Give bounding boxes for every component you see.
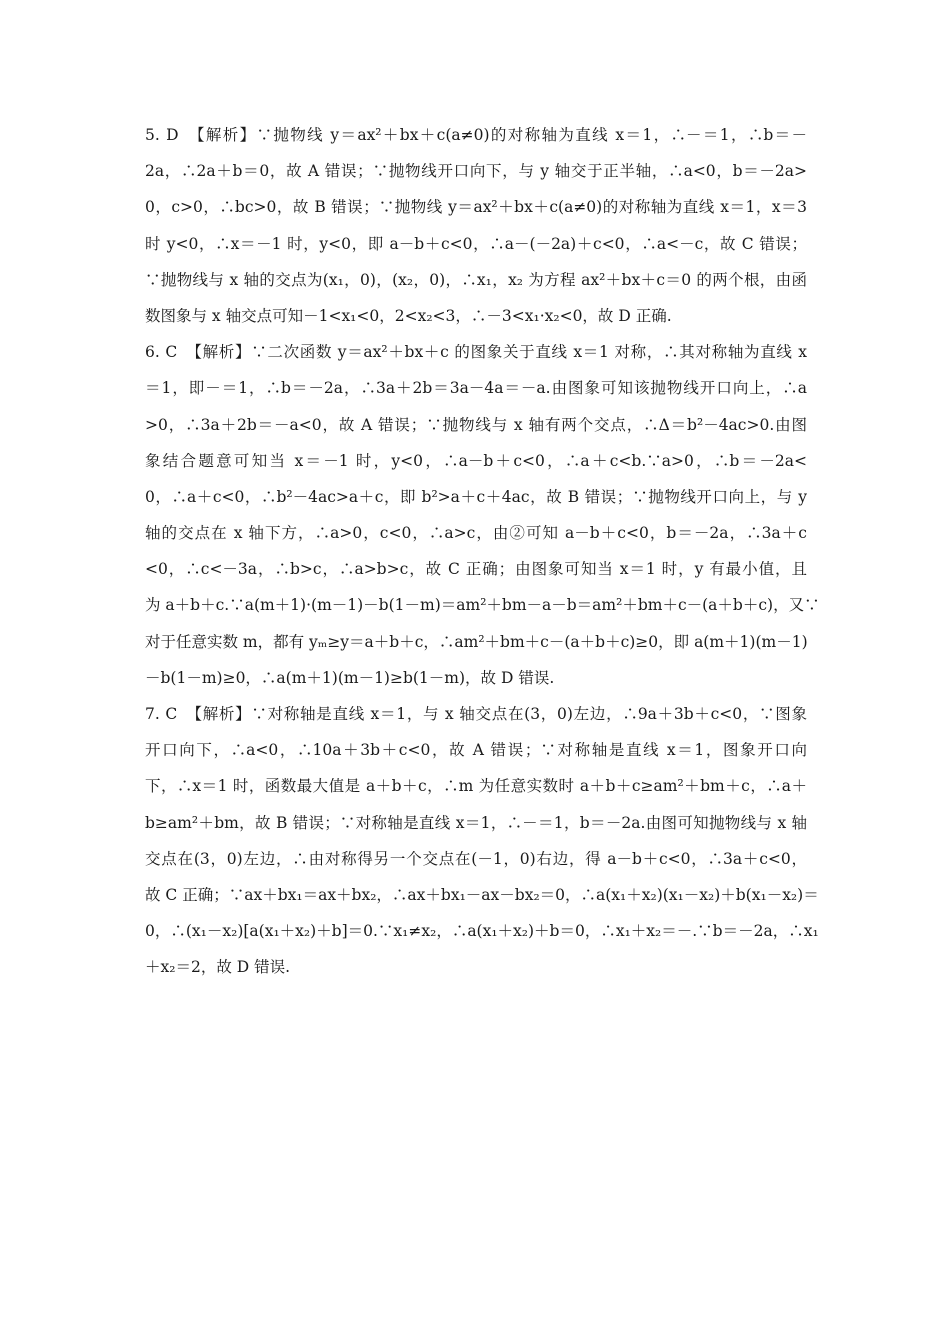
text-line: 对于任意实数 m，都有 yₘ≥y＝a＋b＋c，∴am²＋bm＋c－(a＋b＋c)≥0，即 a(m＋1)(m－1) (145, 632, 808, 651)
text-line: 为 a＋b＋c.∵a(m＋1)·(m－1)－b(1－m)＝am²＋bm－a－b＝am²＋bm＋c－(a＋b＋c)，又∵ (145, 596, 820, 615)
text-line: 数图象与 x 轴交点可知－1<x₁<0，2<x₂<3，∴－3<x₁·x₂<0，故 D 正确. (145, 306, 672, 325)
text-line: b≥am²＋bm，故 B 错误；∵对称轴是直线 x＝1，∴－＝1，b＝－2a.由图可知抛物线与 x 轴 (145, 813, 807, 832)
text-line: 轴的交点在 x 轴下方，∴a>0，c<0，∴a>c，由②可知 a－b＋c<0，b＝－2a，∴3a＋c (145, 524, 807, 543)
text-line: 7. C 【解析】∵对称轴是直线 x＝1，与 x 轴交点在(3，0)左边，∴9a＋3b＋c<0，∵图象 (145, 705, 807, 723)
text-line: <0，∴c<－3a，∴b>c，∴a>b>c，故 C 正确；由图象可知当 x＝1 时，y 有最小值，且 (145, 560, 807, 579)
text-line: ∵抛物线与 x 轴的交点为(x₁，0)，(x₂，0)，∴x₁，x₂ 为方程 ax²＋bx＋c＝0 的两个根，由函 (145, 270, 807, 289)
text-line: 开口向下，∴a<0，∴10a＋3b＋c<0，故 A 错误；∵对称轴是直线 x＝1，图象开口向 (145, 741, 807, 760)
text-line: 象结合题意可知当 x＝－1 时，y<0，∴a－b＋c<0，∴a＋c<b.∵a>0，∴b＝－2a< (145, 451, 807, 470)
solution-item-6 (145, 339, 820, 701)
text-line: 0，∴a＋c<0，∴b²－4ac>a＋c，即 b²>a＋c＋4ac，故 B 错误；∵抛物线开口向上，与 y (145, 487, 807, 506)
solution-item-7 (145, 701, 819, 991)
text-line: ＝1，即－＝1，∴b＝－2a，∴3a＋2b＝3a－4a＝－a.由图象可知该抛物线开口向上，∴a (145, 379, 807, 398)
text-line: >0，∴3a＋2b＝－a<0，故 A 错误；∵抛物线与 x 轴有两个交点，∴Δ＝b²－4ac>0.由图 (145, 415, 807, 434)
text-line: 5. D 【解析】∵抛物线 y＝ax²＋bx＋c(a≠0)的对称轴为直线 x＝1，∴－＝1，∴b＝－ (145, 126, 807, 144)
text-line: －b(1－m)≥0，∴a(m＋1)(m－1)≥b(1－m)，故 D 错误. (145, 668, 555, 687)
text-line: 下，∴x＝1 时，函数最大值是 a＋b＋c，∴m 为任意实数时 a＋b＋c≥am²＋bm＋c，∴a＋ (145, 777, 807, 796)
document-page (145, 122, 820, 991)
text-line: 交点在(3，0)左边，∴由对称得另一个交点在(－1，0)右边，得 a－b＋c<0，∴3a＋c<0， (145, 849, 807, 868)
text-line: ＋x₂＝2，故 D 错误. (145, 958, 291, 977)
text-line: 6. C 【解析】∵二次函数 y＝ax²＋bx＋c 的图象关于直线 x＝1 对称，∴其对称轴为直线 x (145, 343, 807, 362)
text-line: 2a，∴2a＋b＝0，故 A 错误；∵抛物线开口向下，与 y 轴交于正半轴，∴a<0，b＝－2a> (145, 162, 807, 181)
text-line: 0，c>0，∴bc>0，故 B 错误；∵抛物线 y＝ax²＋bx＋c(a≠0)的对称轴为直线 x＝1，x＝3 (145, 198, 807, 217)
text-line: 0，∴(x₁－x₂)[a(x₁＋x₂)＋b]＝0.∵x₁≠x₂，∴a(x₁＋x₂)＋b＝0，∴x₁＋x₂＝－.∵b＝－2a，∴x₁ (145, 922, 819, 941)
text-line: 时 y<0，∴x＝－1 时，y<0，即 a－b＋c<0，∴a－(－2a)＋c<0，∴a<－c，故 C 错误； (145, 234, 807, 253)
text-line: 故 C 正确；∵ax＋bx₁＝ax＋bx₂，∴ax＋bx₁－ax－bx₂＝0，∴a(x₁＋x₂)(x₁－x₂)＋b(x₁－x₂)＝ (145, 885, 819, 904)
solution-item-5 (145, 122, 807, 339)
